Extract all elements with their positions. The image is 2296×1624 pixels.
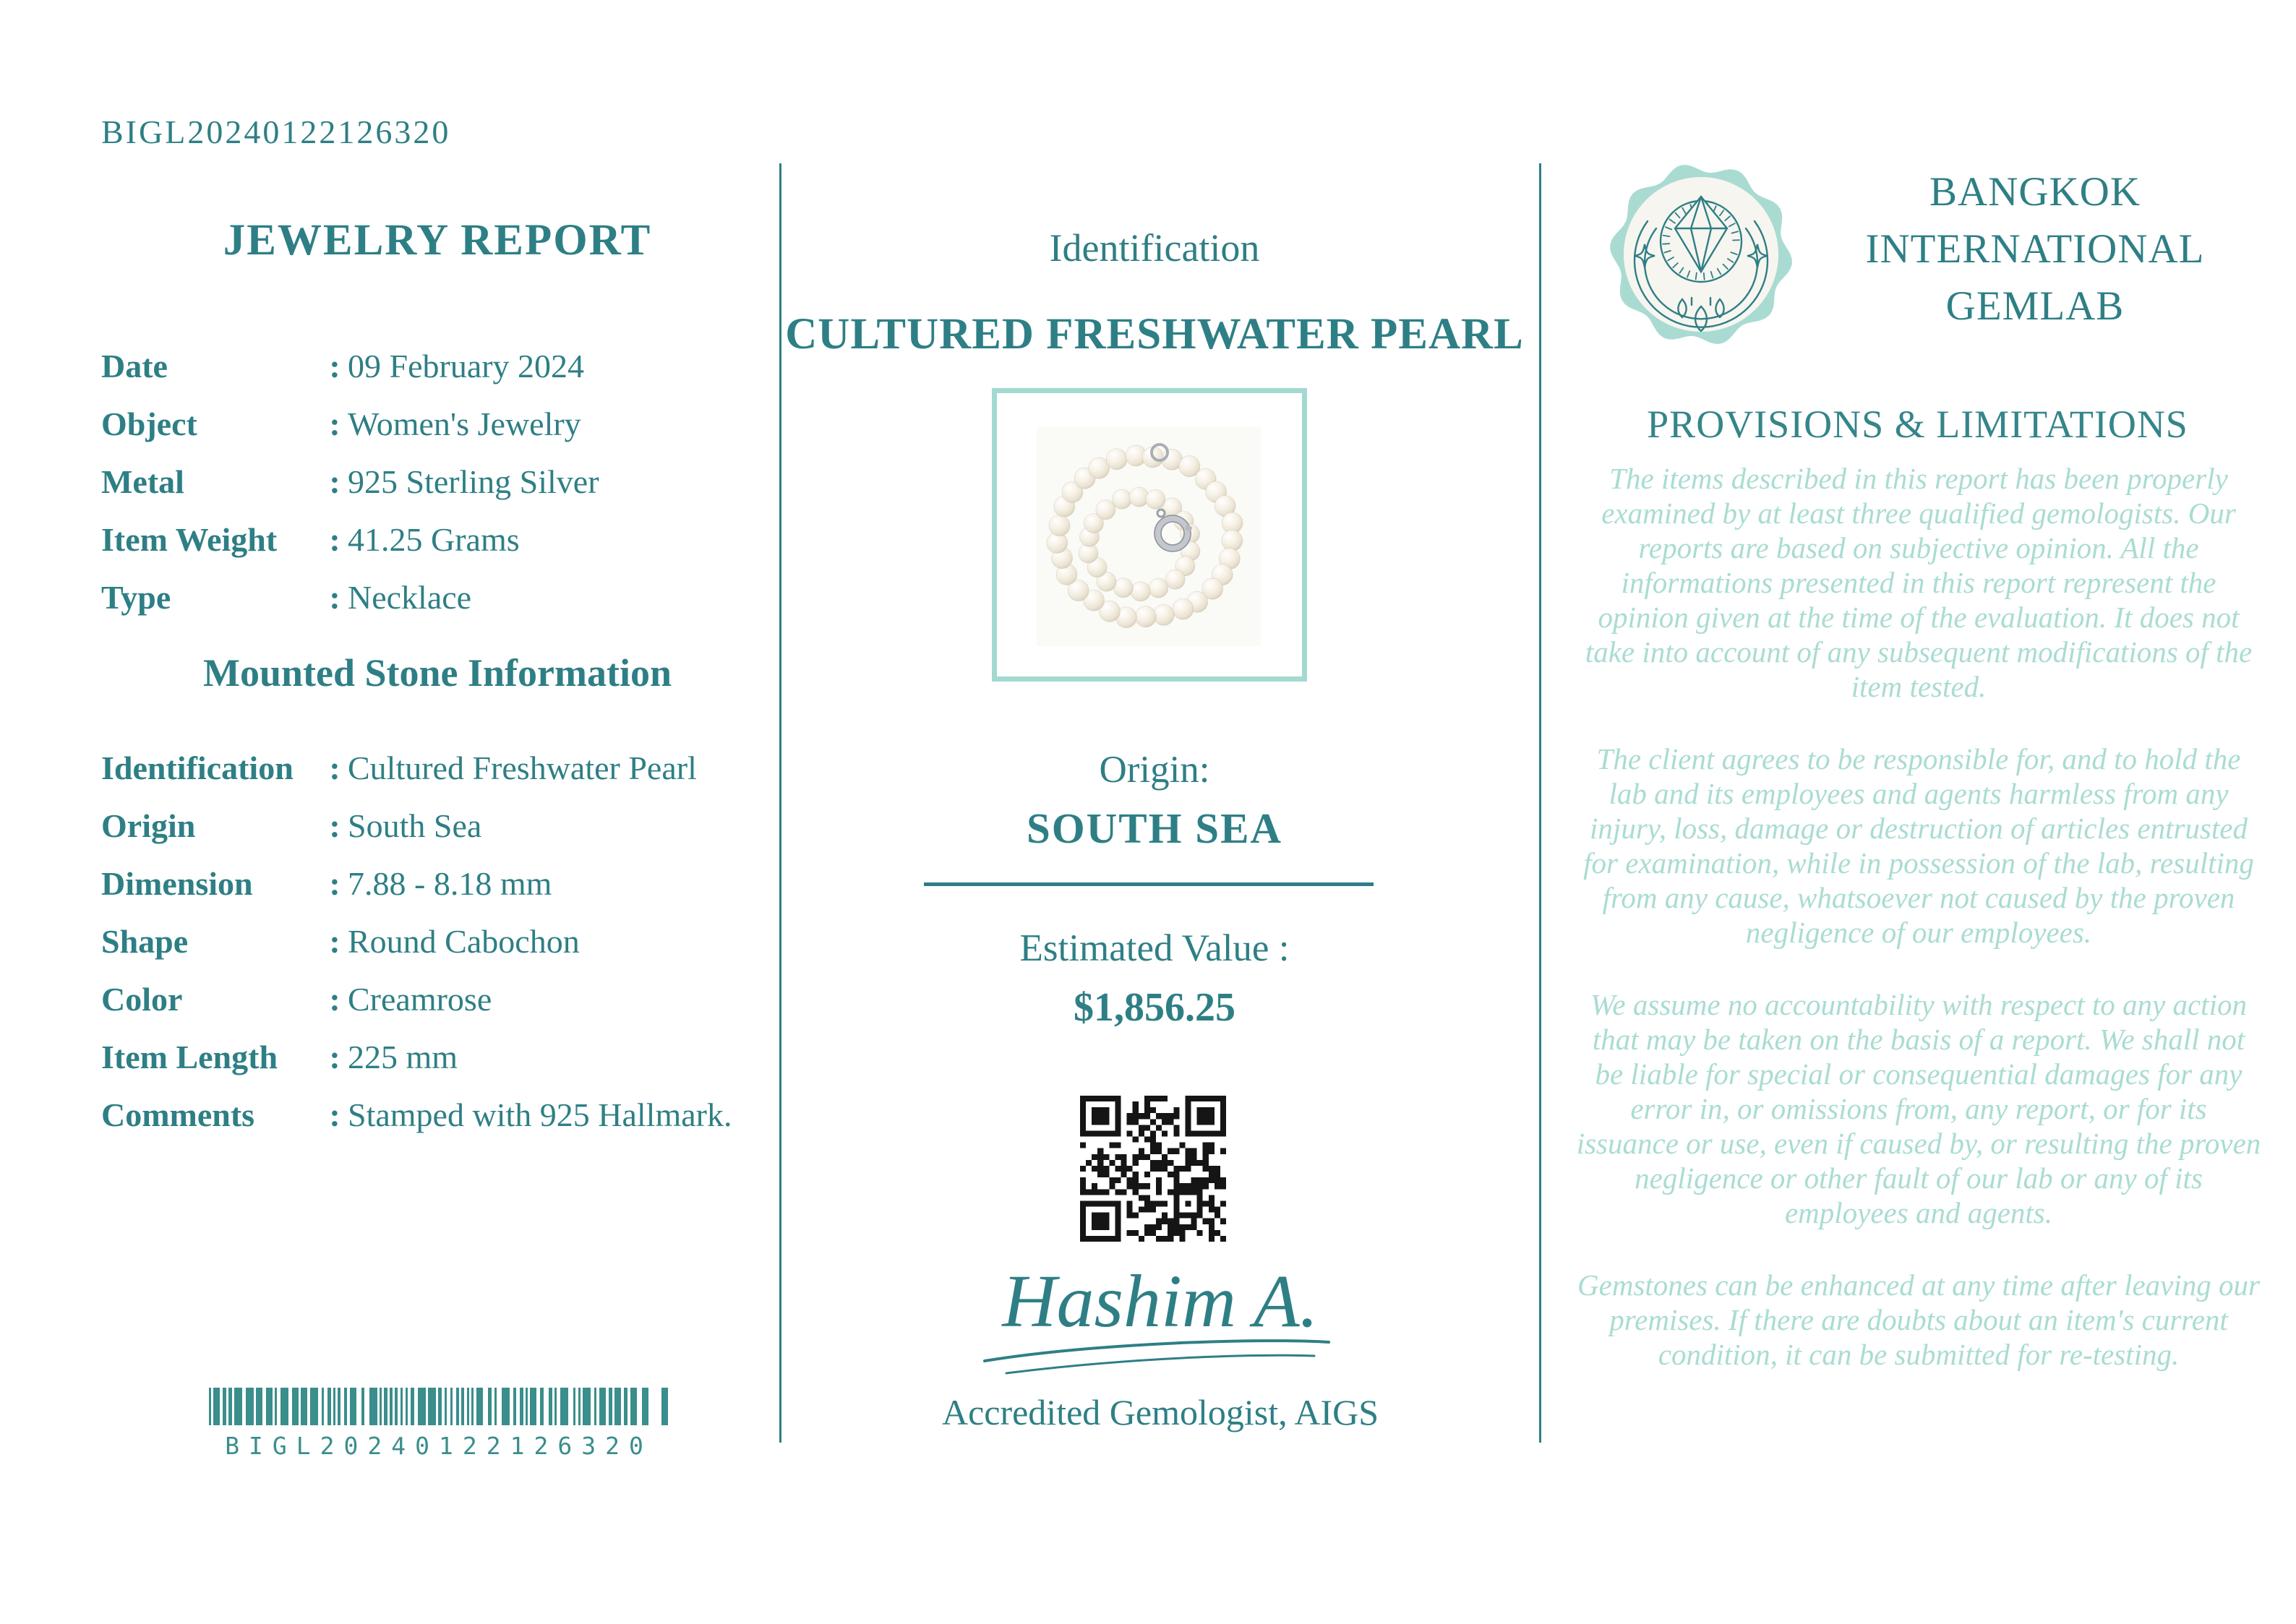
- row-separator: :: [329, 749, 340, 786]
- lab-name-line: GEMLAB: [1945, 283, 2125, 329]
- jewelry-photo-frame: [992, 388, 1307, 682]
- item-details-table: [101, 337, 774, 626]
- signature-flourish: [985, 1341, 1329, 1361]
- table-row: [101, 337, 774, 395]
- column-divider-left: [779, 163, 781, 1443]
- row-value: Creamrose: [348, 980, 492, 1018]
- report-number: BIGL20240122126320: [101, 113, 451, 150]
- provision-paragraph: The items described in this report has been properly examined by at least three qualified gemologists. Our reports are based on subjective opinion. All the informations presented in this report represent the opinion given at the time of the evaluation. It does not take into account of any subsequent modifications of the item tested.: [1585, 462, 2253, 703]
- estimated-value: $1,856.25: [1074, 985, 1235, 1030]
- table-row: [101, 912, 774, 970]
- table-row: [101, 1028, 774, 1086]
- row-separator: :: [329, 864, 340, 902]
- row-separator: :: [329, 520, 340, 558]
- row-separator: :: [329, 347, 340, 384]
- gemologist-signature: [954, 1253, 1359, 1390]
- section-title-mounted-stone: Mounted Stone Information: [202, 651, 672, 695]
- table-row: [101, 452, 774, 510]
- provisions-text: [1576, 461, 2261, 1409]
- row-value: Stamped with 925 Hallmark.: [348, 1096, 732, 1133]
- row-value: Cultured Freshwater Pearl: [348, 749, 697, 786]
- row-value: Round Cabochon: [348, 922, 580, 960]
- row-label: Date: [101, 347, 168, 384]
- lab-name-line: BANGKOK: [1929, 169, 2141, 215]
- table-row: [101, 970, 774, 1028]
- identification-heading: Identification: [1049, 226, 1260, 270]
- pearl-necklace-photo: [1037, 427, 1261, 646]
- lab-name-line: INTERNATIONAL: [1865, 226, 2205, 272]
- origin-label: Origin:: [1099, 749, 1210, 791]
- row-value: Women's Jewelry: [348, 405, 581, 442]
- estimated-value-label: Estimated Value :: [1019, 927, 1290, 969]
- row-label: Item Weight: [101, 520, 278, 558]
- row-label: Item Length: [101, 1038, 278, 1075]
- table-row: [101, 510, 774, 568]
- row-label: Color: [101, 980, 183, 1018]
- row-value: 41.25 Grams: [348, 520, 520, 558]
- table-row: [101, 1086, 774, 1143]
- signature-flourish: [1006, 1355, 1314, 1373]
- row-separator: :: [329, 807, 340, 844]
- barcode: [207, 1388, 670, 1460]
- table-row: [101, 739, 774, 796]
- row-label: Object: [101, 405, 197, 442]
- barcode-label: BIGL20240122126320: [225, 1432, 653, 1460]
- row-separator: :: [329, 1096, 340, 1133]
- signatory-title: Accredited Gemologist, AIGS: [941, 1392, 1379, 1432]
- page-title: JEWELRY REPORT: [223, 216, 652, 265]
- row-label: Dimension: [101, 864, 253, 902]
- row-separator: :: [329, 578, 340, 616]
- stone-details-table: [101, 739, 774, 1143]
- row-separator: :: [329, 463, 340, 500]
- row-label: Type: [101, 578, 171, 616]
- table-row: [101, 395, 774, 452]
- row-label: Identification: [101, 749, 294, 786]
- origin-value: SOUTH SEA: [1026, 804, 1283, 852]
- row-value: South Sea: [348, 807, 482, 844]
- row-value: Necklace: [348, 578, 472, 616]
- row-value: 09 February 2024: [348, 347, 585, 384]
- row-separator: :: [329, 980, 340, 1018]
- row-value: 925 Sterling Silver: [348, 463, 599, 500]
- row-value: 225 mm: [348, 1038, 458, 1075]
- provisions-title: PROVISIONS & LIMITATIONS: [1647, 403, 2188, 446]
- lab-name: [1804, 163, 2266, 335]
- provision-paragraph: We assume no accountability with respect to any action that may be taken on the basis of a report. We shall not be liable for special or consequential damages for any error in, or omissions from, any report, or for its issuance or use, even if caused by, or resulting the proven negligence or other fault of our lab or any of its employees and agents.: [1576, 988, 2261, 1229]
- gemlab-logo-icon: [1607, 160, 1795, 348]
- table-row: [101, 854, 774, 912]
- qr-code-icon: [1080, 1096, 1226, 1242]
- row-label: Metal: [101, 463, 184, 500]
- row-label: Shape: [101, 922, 189, 960]
- provision-paragraph: Gemstones can be enhanced at any time after leaving our premises. If there are doubts about an item's current condition, it can be submitted for re-testing.: [1577, 1268, 2260, 1371]
- signature-name: Hashim A.: [1002, 1260, 1319, 1343]
- table-row: [101, 796, 774, 854]
- table-row: [101, 568, 774, 626]
- column-divider-right: [1539, 163, 1541, 1443]
- row-separator: :: [329, 922, 340, 960]
- stone-identification-name: CULTURED FRESHWATER PEARL: [785, 310, 1524, 358]
- horizontal-rule: [924, 882, 1374, 886]
- barcode-icon: [207, 1388, 670, 1425]
- row-separator: :: [329, 1038, 340, 1075]
- row-label: Origin: [101, 807, 196, 844]
- row-separator: :: [329, 405, 340, 442]
- row-value: 7.88 - 8.18 mm: [348, 864, 552, 902]
- row-label: Comments: [101, 1096, 255, 1133]
- provision-paragraph: The client agrees to be responsible for, and to hold the lab and its employees and agents harmless from any injury, loss, damage or destruction of articles entrusted for examination, while in possession of the lab, resulting from any cause, whatsoever not caused by the proven negligence of our employees.: [1583, 742, 2254, 949]
